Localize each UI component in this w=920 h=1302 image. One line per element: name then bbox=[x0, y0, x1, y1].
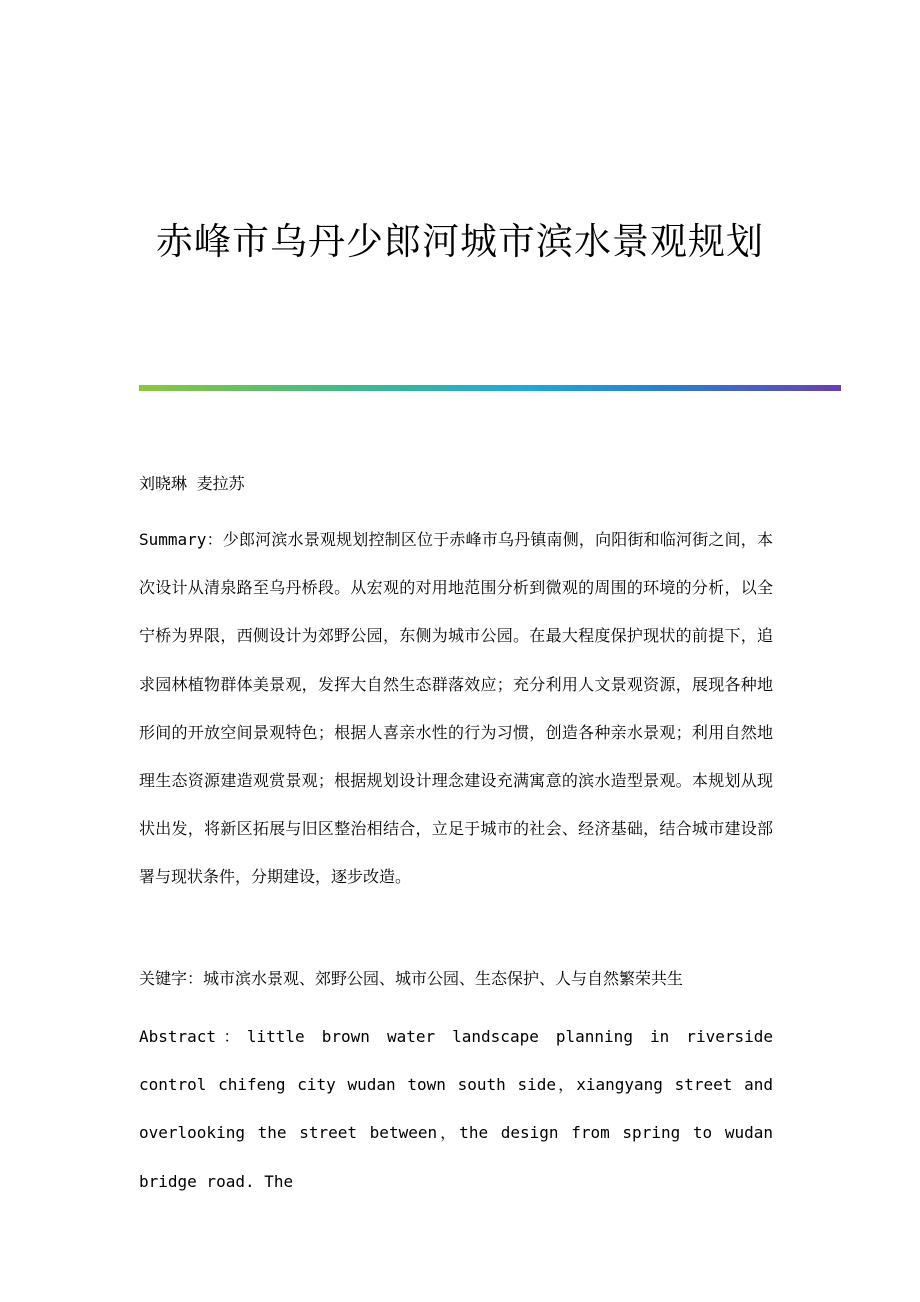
authors-line: 刘晓琳 麦拉苏 bbox=[139, 474, 245, 493]
title-divider bbox=[139, 385, 841, 391]
document-title: 赤峰市乌丹少郎河城市滨水景观规划 bbox=[156, 220, 764, 263]
keywords-line: 关键字：城市滨水景观、郊野公园、城市公园、生态保护、人与自然繁荣共生 bbox=[139, 969, 684, 988]
summary-paragraph: Summary：少郎河滨水景观规划控制区位于赤峰市乌丹镇南侧，向阳街和临河街之间，本次设计从清泉路至乌丹桥段。从宏观的对用地范围分析到微观的周围的环境的分析，以全宁桥为界限，西侧设计为郊野公园，东侧为城市公园。在最大程度保护现状的前提下，追求园林植物群体美景观，发挥大自然生态群落效应；充分利用人文景观资源，展现各种地形间的开放空间景观特色；根据人喜亲水性的行为习惯，创造各种亲水景观；利用自然地理生态资源建造观赏景观；根据规划设计理念建设充满寓意的滨水造型景观。本规划从现状出发，将新区拓展与旧区整治相结合，立足于城市的社会、经济基础，结合城市建设部署与现状条件，分期建设，逐步改造。 bbox=[139, 530, 773, 887]
abstract-paragraph: Abstract：little brown water landscape planning in riverside control chifeng city wudan town south side，xiangyang street and overlooking the street between，the design from spring to wudan bridge road. The bbox=[139, 1027, 773, 1191]
